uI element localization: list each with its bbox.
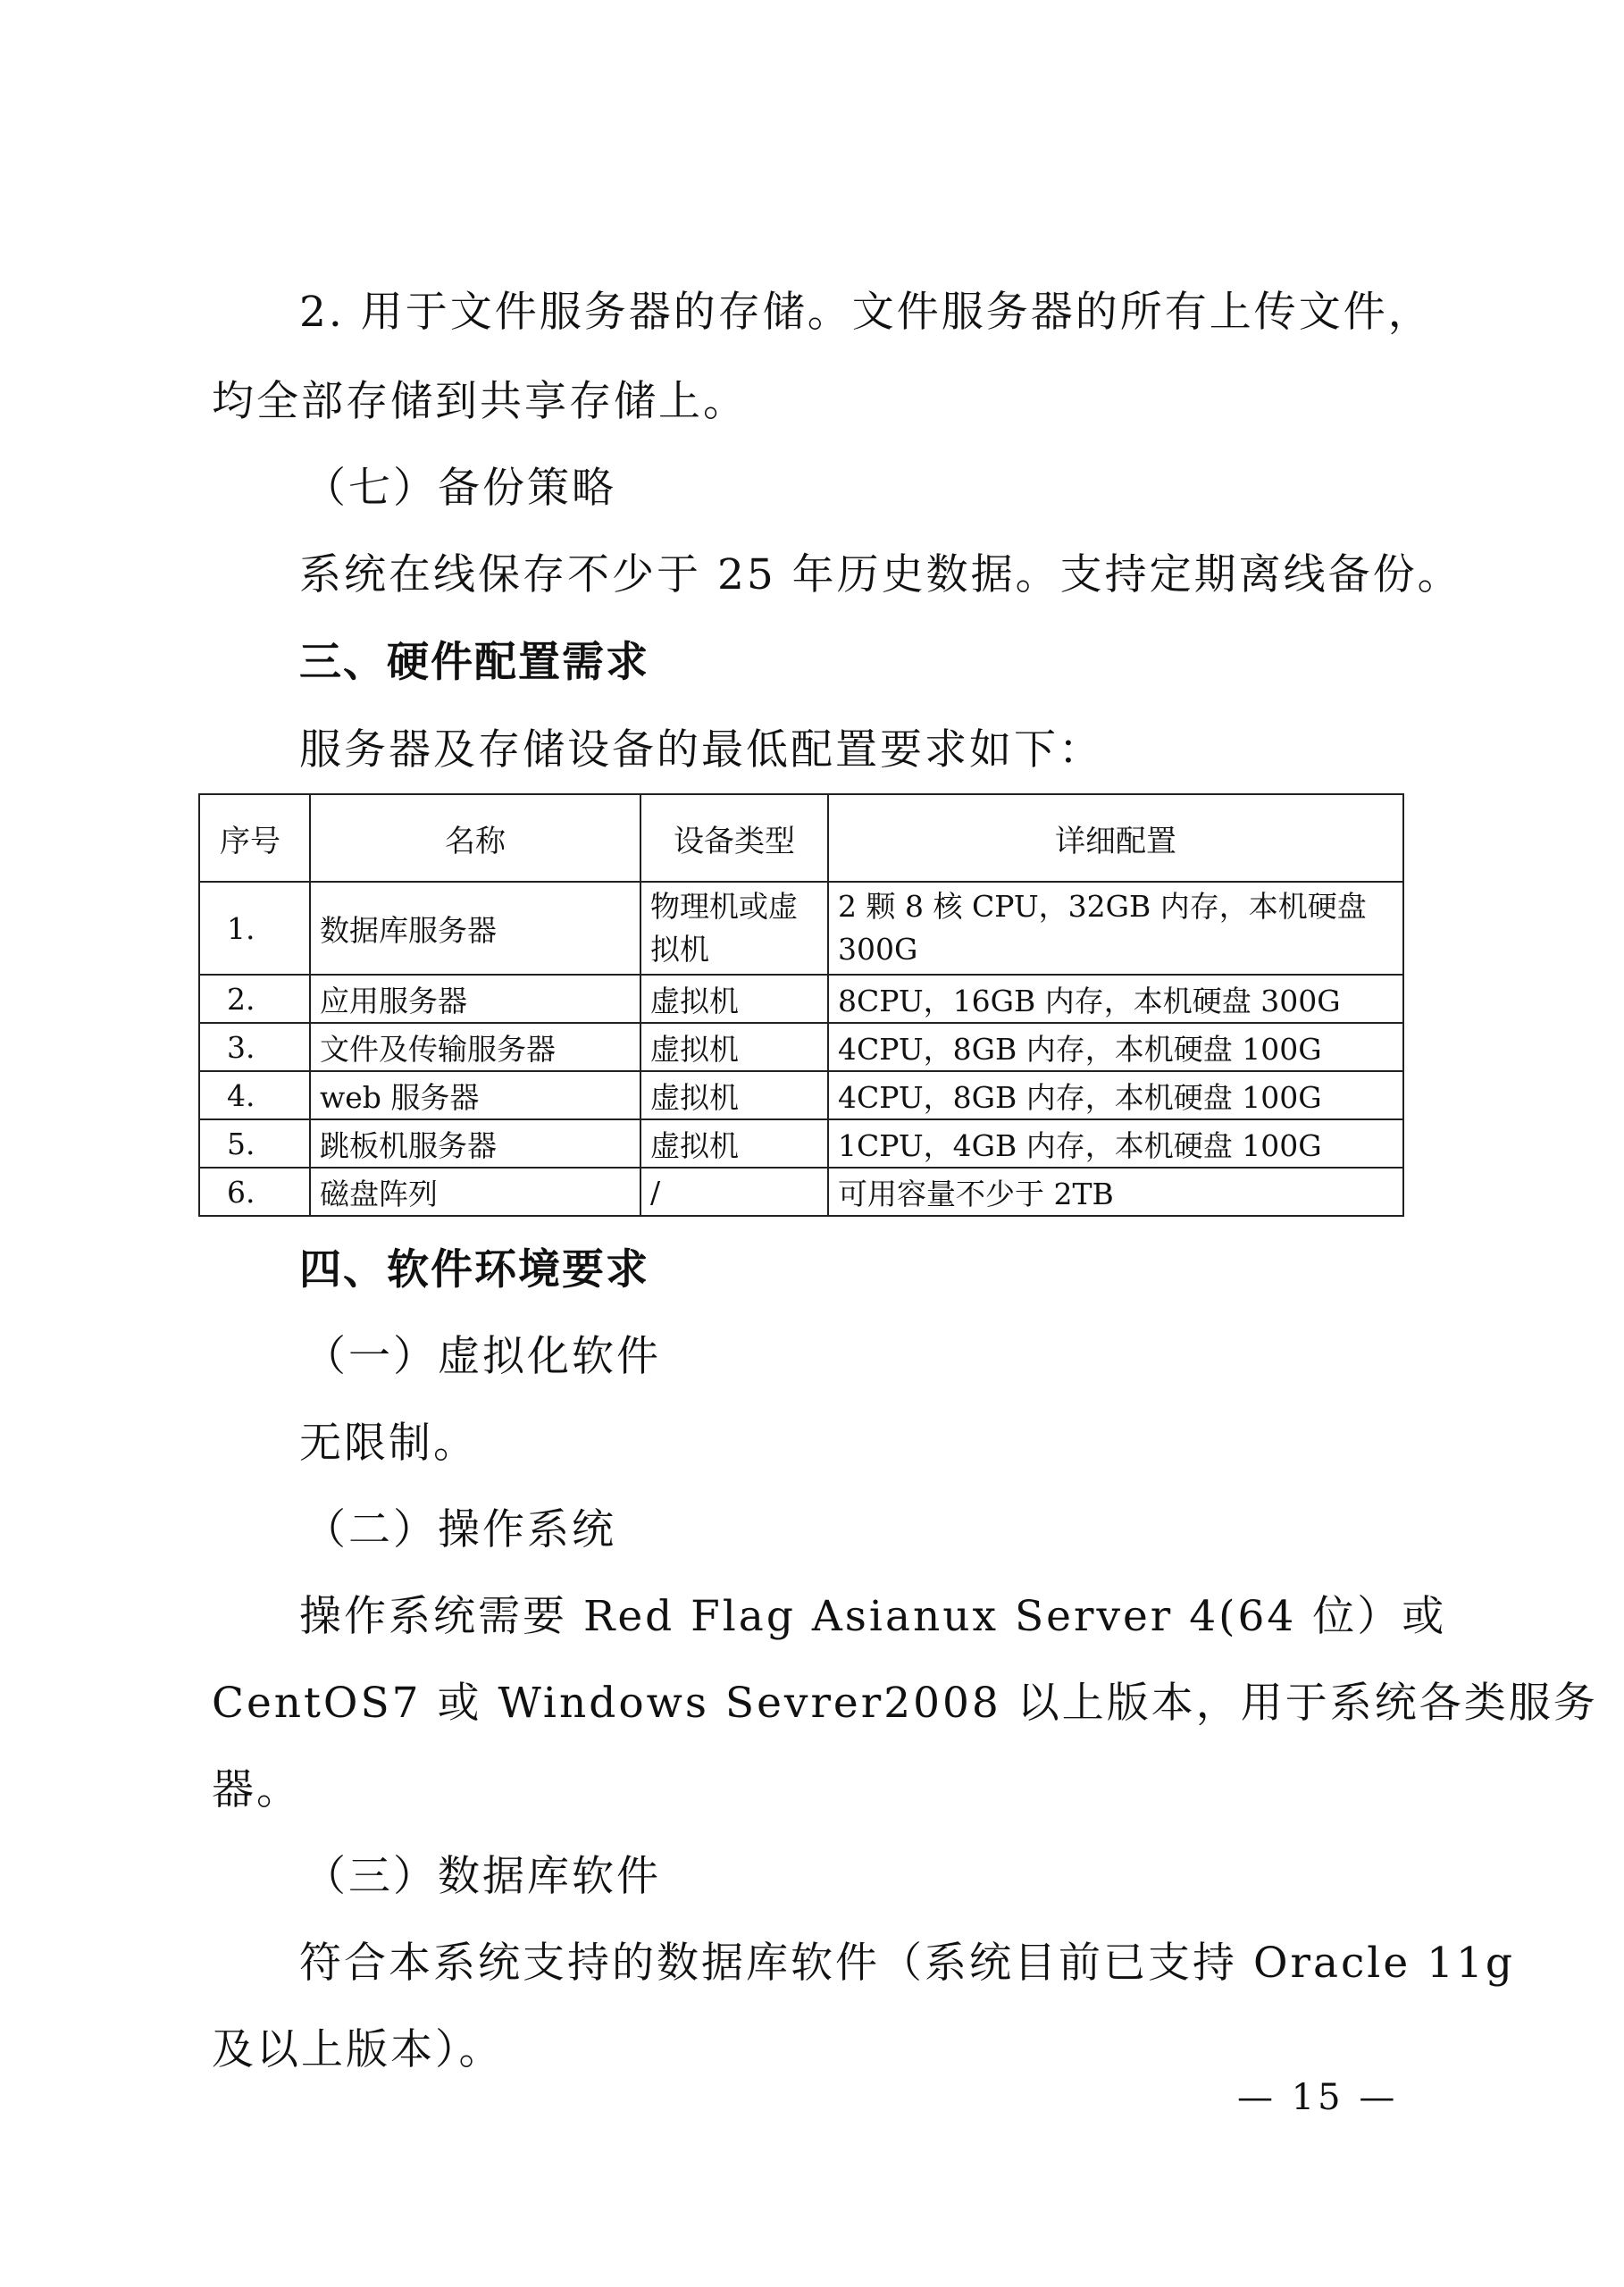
paragraph-hardware-intro: 服务器及存储设备的最低配置要求如下：: [299, 725, 1103, 775]
cell-name: 应用服务器: [310, 975, 640, 1023]
table-row: [199, 1119, 1403, 1168]
table-row: [199, 1168, 1403, 1216]
cell-detail-config: 4CPU，8GB 内存，本机硬盘 100G: [828, 1071, 1403, 1119]
paragraph-storage-line1: 2. 用于文件服务器的存储。文件服务器的所有上传文件，: [299, 288, 1433, 337]
header-device-type: 设备类型: [640, 794, 828, 882]
header-name: 名称: [310, 794, 640, 882]
heading-database-software: （三）数据库软件: [304, 1852, 661, 1901]
cell-name: web 服务器: [310, 1071, 640, 1119]
cell-name: 跳板机服务器: [310, 1119, 640, 1168]
table-row: [199, 1071, 1403, 1119]
heading-operating-system: （二）操作系统: [304, 1505, 616, 1554]
paragraph-backup: 系统在线保存不少于 25 年历史数据。支持定期离线备份。: [299, 550, 1462, 599]
paragraph-db-line1: 符合本系统支持的数据库软件（系统目前已支持 Oracle 11g: [299, 1939, 1515, 1988]
cell-device-type: 物理机或虚拟机: [640, 882, 828, 975]
cell-index: 5.: [199, 1119, 310, 1168]
paragraph-db-line2: 及以上版本）。: [212, 2025, 504, 2074]
cell-device-type: 虚拟机: [640, 1119, 828, 1168]
cell-detail-config: 8CPU，16GB 内存，本机硬盘 300G: [828, 975, 1403, 1023]
cell-detail-config: 可用容量不少于 2TB: [828, 1168, 1403, 1216]
cell-device-type: 虚拟机: [640, 975, 828, 1023]
heading-backup-strategy: （七）备份策略: [304, 464, 616, 513]
cell-name: 文件及传输服务器: [310, 1023, 640, 1071]
heading-virtualization-software: （一）虚拟化软件: [304, 1332, 661, 1381]
page-number: — 15 —: [1237, 2077, 1399, 2118]
table-row: [199, 882, 1403, 975]
heading-software-requirements: 四、软件环境要求: [299, 1245, 649, 1294]
paragraph-os-line1: 操作系统需要 Red Flag Asianux Server 4(64 位）或: [299, 1592, 1447, 1641]
cell-detail-config: 1CPU，4GB 内存，本机硬盘 100G: [828, 1119, 1403, 1168]
cell-detail-config: 4CPU，8GB 内存，本机硬盘 100G: [828, 1023, 1403, 1071]
heading-hardware-requirements: 三、硬件配置需求: [299, 638, 649, 687]
cell-name: 数据库服务器: [310, 882, 640, 975]
cell-device-type: 虚拟机: [640, 1023, 828, 1071]
header-detail-config: 详细配置: [828, 794, 1403, 882]
cell-index: 2.: [199, 975, 310, 1023]
cell-index: 6.: [199, 1168, 310, 1216]
table-row: [199, 975, 1403, 1023]
table-row: [199, 1023, 1403, 1071]
paragraph-virtualization: 无限制。: [299, 1419, 478, 1468]
cell-name: 磁盘阵列: [310, 1168, 640, 1216]
cell-device-type: 虚拟机: [640, 1071, 828, 1119]
hardware-spec-table: [198, 793, 1404, 1217]
cell-index: 4.: [199, 1071, 310, 1119]
cell-detail-config: 2 颗 8 核 CPU，32GB 内存，本机硬盘 300G: [828, 882, 1403, 975]
cell-index: 3.: [199, 1023, 310, 1071]
cell-device-type: /: [640, 1168, 828, 1216]
paragraph-os-line2: CentOS7 或 Windows Sevrer2008 以上版本，用于系统各类服务: [212, 1679, 1598, 1728]
cell-index: 1.: [199, 882, 310, 975]
table-header-row: [199, 794, 1403, 882]
paragraph-os-line3: 器。: [212, 1765, 301, 1814]
header-index: 序号: [199, 794, 310, 882]
paragraph-storage-line2: 均全部存储到共享存储上。: [212, 377, 748, 426]
